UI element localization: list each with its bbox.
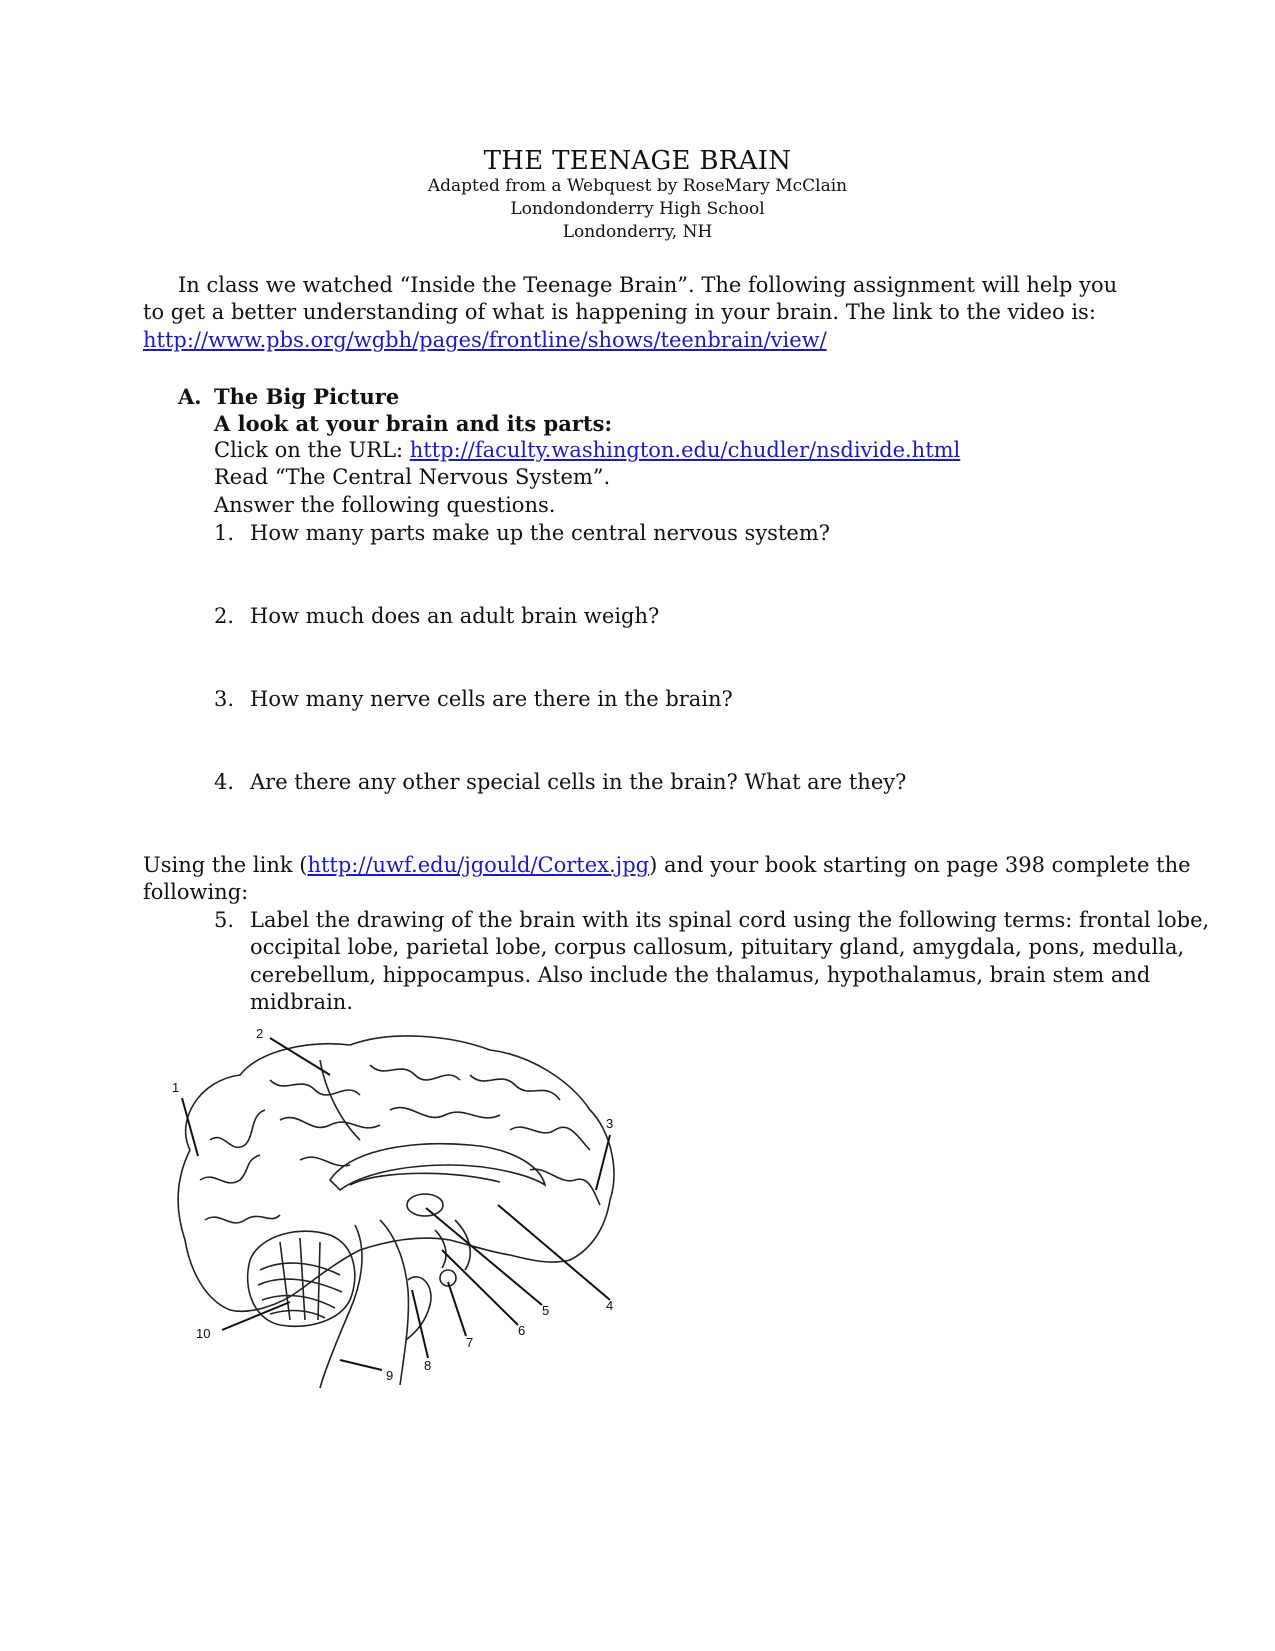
- diagram-label-7: 7: [466, 1335, 474, 1350]
- question-1-number: 1.: [214, 521, 235, 545]
- answer-instruction: Answer the following questions.: [214, 493, 556, 517]
- question-5-line-2: occipital lobe, parietal lobe, corpus callosum, pituitary gland, amygdala, pons, medulla,: [250, 935, 1185, 959]
- question-1-text: How many parts make up the central nervous system?: [250, 521, 831, 545]
- brain-diagram: [150, 1020, 630, 1400]
- using-prefix: Using the link (: [143, 853, 308, 877]
- click-url-prefix: Click on the URL:: [214, 438, 410, 462]
- corpus-callosum-shape: [330, 1144, 545, 1190]
- credit-line-school: Londondonderry High School: [510, 199, 765, 219]
- diagram-label-5: 5: [542, 1303, 550, 1318]
- cortex-link[interactable]: http://uwf.edu/jgould/Cortex.jpg: [307, 853, 650, 877]
- question-5-line-1: Label the drawing of the brain with its spinal cord using the following terms: frontal lobe,: [250, 908, 1210, 932]
- question-2-number: 2.: [214, 604, 235, 628]
- diagram-label-4: 4: [606, 1298, 614, 1313]
- diagram-label-8: 8: [424, 1358, 432, 1373]
- diagram-label-2: 2: [256, 1026, 264, 1041]
- nsdivide-link[interactable]: http://faculty.washington.edu/chudler/nsdivide.html: [409, 438, 961, 462]
- diagram-label-6: 6: [518, 1323, 526, 1338]
- document-title: THE TEENAGE BRAIN: [483, 146, 792, 176]
- video-link[interactable]: http://www.pbs.org/wgbh/pages/frontline/shows/teenbrain/view/: [143, 328, 827, 352]
- thalamus-shape: [407, 1194, 443, 1216]
- using-link-line: [143, 853, 1191, 877]
- intro-line-2: to get a better understanding of what is happening in your brain. The link to the video is:: [143, 300, 1096, 324]
- intro-line-1: In class we watched “Inside the Teenage Brain”. The following assignment will help you: [178, 273, 1118, 297]
- question-3-text: How many nerve cells are there in the brain?: [250, 687, 733, 711]
- question-4-number: 4.: [214, 770, 235, 794]
- section-a-label: A.: [178, 384, 202, 409]
- question-4-text: Are there any other special cells in the brain? What are they?: [250, 770, 907, 794]
- click-url-line: [214, 438, 960, 462]
- credit-line-location: Londonderry, NH: [562, 222, 713, 242]
- diagram-label-1: 1: [172, 1080, 180, 1095]
- question-5-number: 5.: [214, 908, 235, 932]
- question-5-line-4: midbrain.: [250, 990, 353, 1014]
- diagram-label-10: 10: [196, 1326, 211, 1341]
- question-5-line-3: cerebellum, hippocampus. Also include the thalamus, hypothalamus, brain stem and: [250, 963, 1151, 987]
- using-line-2: following:: [143, 880, 249, 904]
- credit-line-author: Adapted from a Webquest by RoseMary McClain: [427, 176, 848, 196]
- read-instruction: Read “The Central Nervous System”.: [214, 465, 611, 489]
- section-a-subheading: A look at your brain and its parts:: [214, 411, 613, 436]
- section-a-heading: The Big Picture: [214, 384, 400, 409]
- using-suffix: ) and your book starting on page 398 complete the: [649, 853, 1191, 877]
- diagram-label-3: 3: [606, 1116, 614, 1131]
- brain-stem-shape: [380, 1220, 408, 1385]
- diagram-label-9: 9: [386, 1368, 394, 1383]
- question-3-number: 3.: [214, 687, 235, 711]
- question-2-text: How much does an adult brain weigh?: [250, 604, 660, 628]
